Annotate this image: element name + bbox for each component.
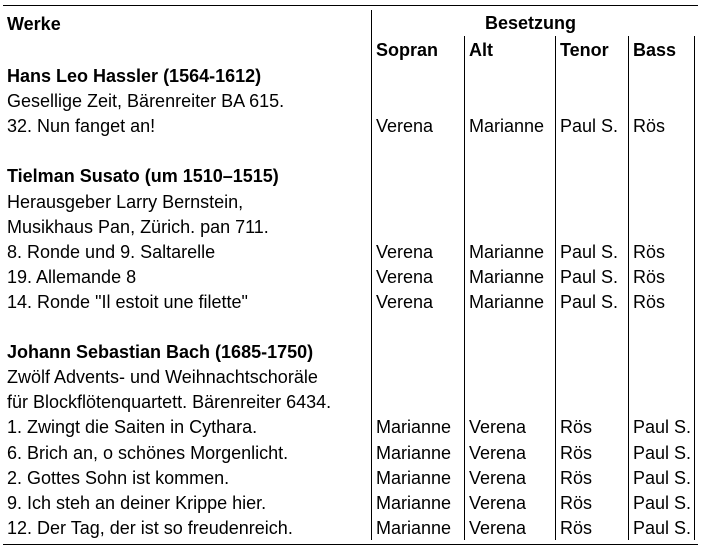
- work-text: 14. Ronde "Il estoit une filette": [7, 292, 248, 312]
- header-voice-sopran: Sopran: [376, 40, 439, 60]
- work-text: Zwölf Advents- und Weihnachtschoräle: [7, 367, 318, 387]
- part-alt: Verena: [469, 417, 527, 437]
- work-text: 19. Allemande 8: [7, 267, 137, 287]
- part-tenor: Rös: [560, 518, 593, 538]
- work-text: Musikhaus Pan, Zürich. pan 711.: [7, 217, 269, 237]
- part-sopran: Marianne: [376, 468, 452, 488]
- part-sopran: Marianne: [376, 417, 452, 437]
- part-alt: Marianne: [469, 267, 545, 287]
- composer-heading: Hans Leo Hassler (1564-1612): [7, 66, 262, 86]
- part-bass: Rös: [633, 292, 666, 312]
- composer-heading: Johann Sebastian Bach (1685-1750): [7, 342, 314, 362]
- header-besetzung: Besetzung: [485, 13, 577, 33]
- column-divider-right: [694, 36, 695, 540]
- header-voice-bass: Bass: [633, 40, 677, 60]
- composer-heading: Tielman Susato (um 1510–1515): [7, 166, 279, 186]
- part-bass: Rös: [633, 242, 666, 262]
- header-voice-alt: Alt: [469, 40, 493, 60]
- work-text: 6. Brich an, o schönes Morgenlicht.: [7, 443, 289, 463]
- table-bottom-rule: [3, 544, 698, 545]
- part-tenor: Paul S.: [560, 267, 619, 287]
- part-sopran: Marianne: [376, 518, 452, 538]
- part-sopran: Verena: [376, 292, 434, 312]
- part-alt: Verena: [469, 443, 527, 463]
- work-text: für Blockflötenquartett. Bärenreiter 6434.: [7, 392, 332, 412]
- header-werke: Werke: [7, 14, 61, 34]
- part-sopran: Marianne: [376, 443, 452, 463]
- part-tenor: Paul S.: [560, 116, 619, 136]
- work-text: 2. Gottes Sohn ist kommen.: [7, 468, 230, 488]
- part-bass: Paul S.: [633, 468, 692, 488]
- part-bass: Paul S.: [633, 518, 692, 538]
- part-sopran: Verena: [376, 267, 434, 287]
- part-bass: Paul S.: [633, 493, 692, 513]
- part-tenor: Rös: [560, 493, 593, 513]
- part-alt: Marianne: [469, 292, 545, 312]
- part-tenor: Rös: [560, 417, 593, 437]
- part-tenor: Rös: [560, 443, 593, 463]
- part-bass: Rös: [633, 116, 666, 136]
- part-alt: Verena: [469, 468, 527, 488]
- part-sopran: Marianne: [376, 493, 452, 513]
- part-alt: Verena: [469, 518, 527, 538]
- work-text: 32. Nun fanget an!: [7, 116, 156, 136]
- part-tenor: Paul S.: [560, 242, 619, 262]
- part-sopran: Verena: [376, 116, 434, 136]
- work-text: Herausgeber Larry Bernstein,: [7, 192, 244, 212]
- work-text: 12. Der Tag, der ist so freudenreich.: [7, 518, 293, 538]
- part-alt: Marianne: [469, 116, 545, 136]
- part-bass: Paul S.: [633, 443, 692, 463]
- work-text: 8. Ronde und 9. Saltarelle: [7, 242, 216, 262]
- part-tenor: Rös: [560, 468, 593, 488]
- column-divider-bass: [628, 36, 629, 540]
- part-tenor: Paul S.: [560, 292, 619, 312]
- table-top-rule: [3, 5, 698, 6]
- part-alt: Marianne: [469, 242, 545, 262]
- part-alt: Verena: [469, 493, 527, 513]
- column-divider-sopran: [371, 10, 372, 540]
- work-text: 1. Zwingt die Saiten in Cythara.: [7, 417, 258, 437]
- part-sopran: Verena: [376, 242, 434, 262]
- column-divider-alt: [464, 36, 465, 540]
- work-text: Gesellige Zeit, Bärenreiter BA 615.: [7, 91, 285, 111]
- part-bass: Rös: [633, 267, 666, 287]
- column-divider-tenor: [555, 36, 556, 540]
- header-voice-tenor: Tenor: [560, 40, 609, 60]
- part-bass: Paul S.: [633, 417, 692, 437]
- work-text: 9. Ich steh an deiner Krippe hier.: [7, 493, 267, 513]
